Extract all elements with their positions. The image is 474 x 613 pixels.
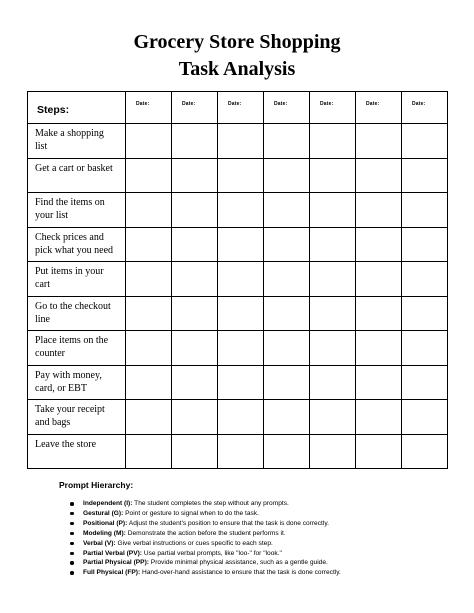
- date-entry-cell[interactable]: [310, 331, 356, 366]
- page-title-line-2: Task Analysis: [178, 58, 296, 80]
- date-entry-cell[interactable]: [310, 365, 356, 400]
- date-entry-cell[interactable]: [172, 158, 218, 193]
- step-label: Pay with money, card, or EBT: [28, 365, 126, 400]
- date-entry-cell[interactable]: [402, 331, 448, 366]
- date-entry-cell[interactable]: [172, 193, 218, 228]
- date-entry-cell[interactable]: [264, 434, 310, 469]
- step-label: Put items in your cart: [28, 262, 126, 297]
- date-entry-cell[interactable]: [126, 365, 172, 400]
- date-entry-cell[interactable]: [402, 158, 448, 193]
- table-body: [28, 124, 448, 469]
- prompt-term: Independent (I):: [83, 500, 133, 507]
- bullet-icon: [70, 561, 74, 565]
- date-entry-cell[interactable]: [264, 158, 310, 193]
- table-row: [28, 124, 448, 159]
- date-entry-cell[interactable]: [126, 193, 172, 228]
- date-entry-cell[interactable]: [218, 124, 264, 159]
- date-entry-cell[interactable]: [126, 434, 172, 469]
- bullet-icon: [70, 532, 74, 536]
- date-entry-cell[interactable]: [402, 296, 448, 331]
- date-entry-cell[interactable]: [356, 400, 402, 435]
- table-row: [28, 331, 448, 366]
- page-title-line-1: Grocery Store Shopping: [133, 31, 341, 53]
- date-column-header: Date:: [126, 92, 172, 124]
- date-entry-cell[interactable]: [218, 434, 264, 469]
- date-entry-cell[interactable]: [356, 227, 402, 262]
- date-entry-cell[interactable]: [172, 124, 218, 159]
- table-row: [28, 365, 448, 400]
- step-label: Place items on the counter: [28, 331, 126, 366]
- date-entry-cell[interactable]: [356, 262, 402, 297]
- date-column-header: Date:: [356, 92, 402, 124]
- date-column-header: Date:: [172, 92, 218, 124]
- date-entry-cell[interactable]: [264, 296, 310, 331]
- prompt-term: Full Physical (FP):: [83, 569, 141, 577]
- date-entry-cell[interactable]: [218, 331, 264, 366]
- date-entry-cell[interactable]: [172, 365, 218, 400]
- prompt-term: Partial Physical (PP):: [83, 559, 149, 567]
- date-entry-cell[interactable]: [126, 262, 172, 297]
- date-entry-cell[interactable]: [126, 331, 172, 366]
- date-entry-cell[interactable]: [356, 365, 402, 400]
- date-entry-cell[interactable]: [310, 400, 356, 435]
- step-label: Find the items on your list: [28, 193, 126, 228]
- date-entry-cell[interactable]: [218, 193, 264, 228]
- date-entry-cell[interactable]: [402, 400, 448, 435]
- prompt-description: Hand-over-hand assistance to ensure that the task is done correctly.: [140, 569, 341, 577]
- date-entry-cell[interactable]: [310, 434, 356, 469]
- date-entry-cell[interactable]: [356, 158, 402, 193]
- date-entry-cell[interactable]: [310, 158, 356, 193]
- date-entry-cell[interactable]: [218, 365, 264, 400]
- table-row: [28, 434, 448, 469]
- prompt-hierarchy-item: [70, 529, 465, 539]
- date-column-header: Date:: [310, 92, 356, 124]
- bullet-icon: [70, 522, 74, 526]
- date-column-header: Date:: [218, 92, 264, 124]
- date-entry-cell[interactable]: [356, 331, 402, 366]
- prompt-term: Gestural (G):: [83, 509, 124, 517]
- date-entry-cell[interactable]: [172, 331, 218, 366]
- table-header-row: [28, 92, 448, 124]
- prompt-description: Adjust the student's position to ensure that the task is done correctly.: [127, 519, 329, 527]
- prompt-term: Modeling (M):: [83, 529, 126, 537]
- date-entry-cell[interactable]: [264, 227, 310, 262]
- table-row: [28, 296, 448, 331]
- date-entry-cell[interactable]: [402, 365, 448, 400]
- step-label: Make a shopping list: [28, 124, 126, 159]
- date-entry-cell[interactable]: [310, 124, 356, 159]
- prompt-description: Demonstrate the action before the student performs it.: [125, 529, 286, 537]
- table-row: [28, 193, 448, 228]
- date-entry-cell[interactable]: [264, 262, 310, 297]
- prompt-hierarchy-item: [70, 519, 465, 529]
- prompt-term: Verbal (V):: [83, 539, 116, 547]
- steps-column-header: Steps:: [28, 92, 126, 124]
- prompt-hierarchy-item: [70, 549, 465, 559]
- prompt-description: The student completes the step without any prompts.: [132, 500, 289, 507]
- prompt-term: Positional (P):: [83, 519, 128, 527]
- date-entry-cell[interactable]: [356, 296, 402, 331]
- bullet-icon: [70, 512, 74, 516]
- date-entry-cell[interactable]: [310, 296, 356, 331]
- date-entry-cell[interactable]: [402, 434, 448, 469]
- table-row: [28, 262, 448, 297]
- table-row: [28, 227, 448, 262]
- date-entry-cell[interactable]: [264, 400, 310, 435]
- prompt-hierarchy-item: [70, 509, 465, 519]
- date-entry-cell[interactable]: [264, 124, 310, 159]
- date-entry-cell[interactable]: [356, 434, 402, 469]
- date-entry-cell[interactable]: [126, 158, 172, 193]
- prompt-hierarchy-title: Prompt Hierarchy:: [59, 480, 134, 490]
- date-entry-cell[interactable]: [218, 296, 264, 331]
- date-entry-cell[interactable]: [126, 124, 172, 159]
- bullet-icon: [70, 542, 74, 546]
- prompt-description: Give verbal instructions or cues specific to each step.: [115, 539, 273, 547]
- prompt-description: Provide minimal physical assistance, such as a gentle guide.: [148, 559, 328, 567]
- prompt-description: Use partial verbal prompts, like "loo-" for "look.": [142, 549, 282, 557]
- prompt-hierarchy-item: [70, 558, 465, 568]
- prompt-description: Point or gesture to signal when to do the task.: [123, 509, 259, 517]
- prompt-hierarchy-item: [70, 539, 465, 549]
- date-entry-cell[interactable]: [218, 262, 264, 297]
- date-entry-cell[interactable]: [310, 193, 356, 228]
- date-entry-cell[interactable]: [356, 124, 402, 159]
- date-entry-cell[interactable]: [402, 193, 448, 228]
- date-column-header: Date:: [264, 92, 310, 124]
- bullet-icon: [70, 571, 74, 575]
- date-entry-cell[interactable]: [218, 400, 264, 435]
- table-row: [28, 158, 448, 193]
- date-entry-cell[interactable]: [172, 400, 218, 435]
- date-entry-cell[interactable]: [218, 158, 264, 193]
- date-entry-cell[interactable]: [264, 193, 310, 228]
- date-entry-cell[interactable]: [126, 296, 172, 331]
- task-analysis-table: [27, 91, 448, 469]
- date-entry-cell[interactable]: [402, 227, 448, 262]
- prompt-hierarchy-list: [70, 499, 465, 578]
- date-entry-cell[interactable]: [310, 262, 356, 297]
- table-row: [28, 400, 448, 435]
- bullet-icon: [70, 502, 74, 506]
- bullet-icon: [70, 552, 74, 556]
- date-entry-cell[interactable]: [356, 193, 402, 228]
- date-entry-cell[interactable]: [218, 227, 264, 262]
- prompt-hierarchy-item: [70, 568, 465, 578]
- prompt-term: Partial Verbal (PV):: [83, 549, 142, 557]
- date-entry-cell[interactable]: [172, 434, 218, 469]
- prompt-hierarchy-item: [70, 499, 465, 509]
- date-column-header: Date:: [402, 92, 448, 124]
- step-label: Leave the store: [28, 434, 126, 469]
- step-label: Go to the checkout line: [28, 296, 126, 331]
- date-entry-cell[interactable]: [126, 400, 172, 435]
- date-entry-cell[interactable]: [402, 262, 448, 297]
- date-entry-cell[interactable]: [264, 365, 310, 400]
- step-label: Take your receipt and bags: [28, 400, 126, 435]
- date-entry-cell[interactable]: [402, 124, 448, 159]
- date-entry-cell[interactable]: [172, 296, 218, 331]
- date-entry-cell[interactable]: [310, 227, 356, 262]
- step-label: Check prices and pick what you need: [28, 227, 126, 262]
- date-entry-cell[interactable]: [264, 331, 310, 366]
- date-entry-cell[interactable]: [172, 227, 218, 262]
- date-entry-cell[interactable]: [126, 227, 172, 262]
- step-label: Get a cart or basket: [28, 158, 126, 193]
- date-entry-cell[interactable]: [172, 262, 218, 297]
